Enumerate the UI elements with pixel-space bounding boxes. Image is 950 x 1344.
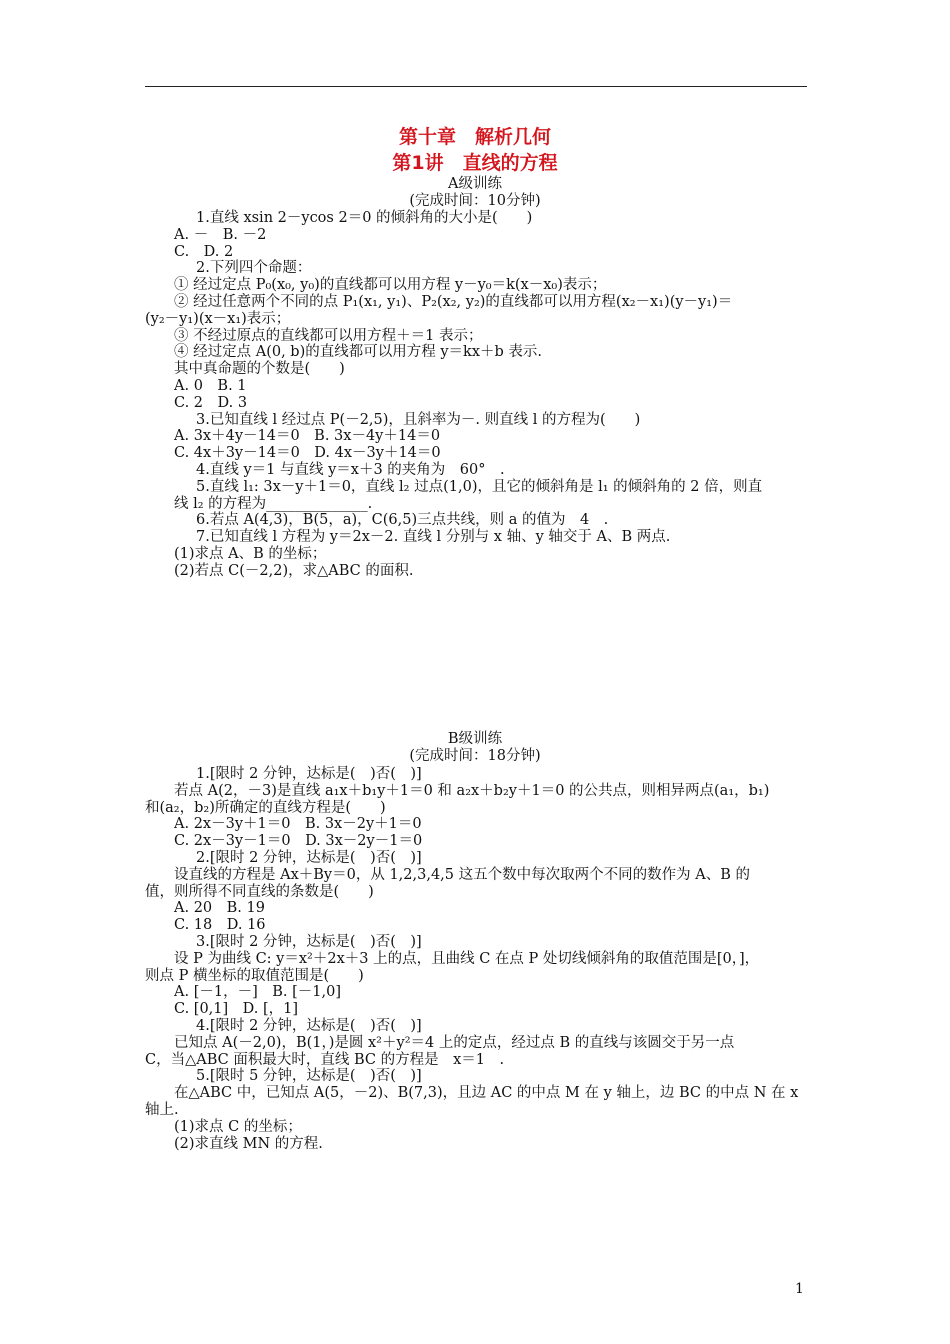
text-line: ④ 经过定点 A(0, b)的直线都可以用方程 y＝kx＋b 表示. [174, 344, 542, 361]
text-line: 5.[限时 5 分钟，达标是( )否( )] [196, 1068, 422, 1085]
text-line: 则点 P 横坐标的取值范围是( ) [145, 967, 364, 984]
text-line: A. [－1，－] B. [－1,0] [174, 984, 341, 1001]
text-line: 4.[限时 2 分钟，达标是( )否( )] [196, 1017, 422, 1034]
text-line: 已知点 A(－2,0)，B(1，)是圆 x²＋y²＝4 上的定点，经过点 B 的直线与该圆交于另一点 [174, 1034, 735, 1051]
text-line: 6.若点 A(4,3)，B(5，a)，C(6,5)三点共线，则 a 的值为 4 . [196, 512, 609, 529]
header-rule [145, 86, 807, 87]
section-a-questions [145, 210, 807, 580]
text-line: C. D. 2 [174, 243, 234, 260]
text-line: 在△ABC 中，已知点 A(5，－2)、B(7,3)，且边 AC 的中点 M 在 y 轴上，边 BC 的中点 N 在 x [174, 1085, 799, 1102]
chapter-title: 第十章 解析几何 [398, 126, 551, 148]
text-line: A. 0 B. 1 [174, 377, 247, 394]
text-line: ② 经过任意两个不同的点 P₁(x₁, y₁)、P₂(x₂, y₂)的直线都可以用方程(x₂－x₁)(y－y₁)＝ [174, 293, 733, 310]
text-line: C，当△ABC 面积最大时，直线 BC 的方程是 x＝1 . [145, 1051, 505, 1068]
text-line: (1)求点 C 的坐标； [174, 1118, 302, 1135]
text-line: 若点 A(2，－3)是直线 a₁x＋b₁y＋1＝0 和 a₂x＋b₂y＋1＝0 的公共点，则相异两点(a₁，b₁) [174, 782, 770, 799]
section-b-title: B级训练 [447, 731, 503, 747]
text-line: (2)若点 C(－2,2)，求△ABC 的面积. [174, 562, 414, 579]
text-line: (2)求直线 MN 的方程. [174, 1135, 323, 1152]
text-line: ③ 不经过原点的直线都可以用方程＋＝1 表示； [174, 327, 483, 344]
text-line: 2.[限时 2 分钟，达标是( )否( )] [196, 849, 422, 866]
text-line: 2.下列四个命题： [196, 260, 312, 277]
text-line: C. 4x＋3y－14＝0 D. 4x－3y＋14＝0 [174, 445, 441, 462]
text-line: 3.已知直线 l 经过点 P(－2,5)，且斜率为－. 则直线 l 的方程为( ) [196, 411, 641, 428]
text-line: 设直线的方程是 Ax＋By＝0，从 1,2,3,4,5 这五个数中每次取两个不同的数作为 A、B 的 [174, 866, 750, 883]
text-line: 值，则所得不同直线的条数是( ) [145, 883, 374, 900]
text-line: 其中真命题的个数是( ) [174, 361, 345, 378]
text-line: 5.直线 l₁: 3x－y＋1＝0，直线 l₂ 过点(1,0)，且它的倾斜角是 l₁ 的倾斜角的 2 倍，则直 [196, 478, 763, 495]
text-line: C. 2x－3y－1＝0 D. 3x－2y－1＝0 [174, 833, 423, 850]
text-line: 轴上. [145, 1101, 179, 1118]
text-line: (1)求点 A、B 的坐标； [174, 545, 327, 562]
text-line: C. 2 D. 3 [174, 394, 248, 411]
text-line: A. － B. －2 [174, 226, 267, 243]
text-line: A. 2x－3y＋1＝0 B. 3x－2y＋1＝0 [174, 816, 422, 833]
text-line: 1.直线 xsin 2－ycos 2＝0 的倾斜角的大小是( ) [196, 210, 533, 226]
text-line: 设 P 为曲线 C: y＝x²＋2x＋3 上的点，且曲线 C 在点 P 处切线倾斜角的取值范围是[0，]， [174, 950, 760, 967]
lesson-title: 第1讲 直线的方程 [392, 152, 558, 174]
page-number: 1 [795, 1281, 804, 1297]
text-line: 7.已知直线 l 方程为 y＝2x－2. 直线 l 分别与 x 轴、y 轴交于 A、B 两点. [196, 529, 671, 546]
text-line: 线 l₂ 的方程为______________. [174, 495, 373, 512]
text-line: 4.直线 y＝1 与直线 y＝x＋3 的夹角为 60° . [196, 461, 505, 478]
text-line: A. 3x＋4y－14＝0 B. 3x－4y＋14＝0 [174, 428, 441, 445]
text-line: C. 18 D. 16 [174, 917, 266, 934]
text-line: ① 经过定点 P₀(x₀, y₀)的直线都可以用方程 y－y₀＝k(x－x₀)表示； [174, 277, 607, 294]
section-a-title: A级训练 [448, 176, 502, 192]
text-line: 3.[限时 2 分钟，达标是( )否( )] [196, 933, 422, 950]
text-line: (y₂－y₁)(x－x₁)表示； [145, 310, 291, 327]
text-line: 1.[限时 2 分钟，达标是( )否( )] [196, 766, 422, 782]
text-line: C. [0,1] D. [，1] [174, 1001, 299, 1018]
text-line: 和(a₂，b₂)所确定的直线方程是( ) [145, 799, 386, 816]
section-b-questions [145, 766, 807, 1152]
section-b-time: (完成时间：18分钟) [409, 748, 541, 764]
text-line: A. 20 B. 19 [174, 900, 265, 917]
section-a-time: (完成时间：10分钟) [409, 193, 541, 209]
